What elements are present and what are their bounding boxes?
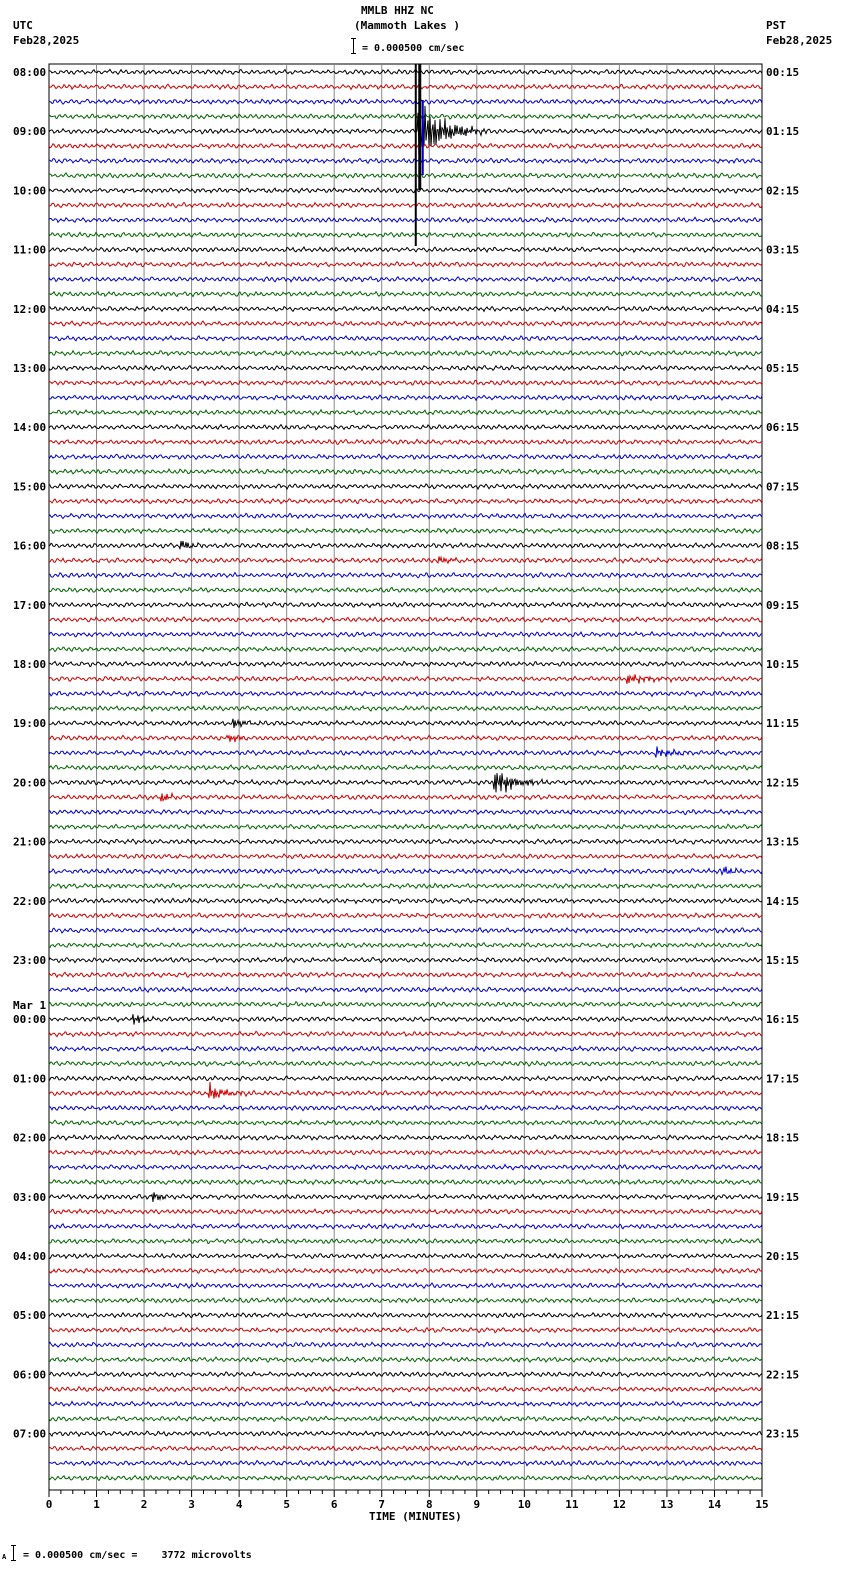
trace-line [49, 1032, 762, 1037]
pst-hour-label: 08:15 [766, 539, 800, 553]
trace-line [49, 898, 762, 903]
trace-line [49, 1342, 762, 1347]
trace-line [49, 1254, 762, 1259]
trace-line [49, 913, 762, 918]
pst-hour-label: 20:15 [766, 1250, 800, 1263]
x-tick-label: 0 [45, 1498, 53, 1511]
trace-line [49, 1061, 762, 1066]
trace-line [49, 454, 762, 459]
pst-hour-label: 05:15 [766, 362, 800, 375]
trace-line [49, 114, 762, 119]
x-tick-label: 5 [283, 1498, 290, 1511]
utc-date-label: Feb28,2025 [13, 34, 80, 47]
location-subtitle: (Mammoth Lakes ) [354, 19, 460, 32]
trace-line [49, 1461, 762, 1466]
trace-line [49, 425, 762, 430]
x-tick-label: 11 [565, 1498, 579, 1511]
trace-line [49, 867, 762, 875]
trace-line [49, 1179, 762, 1184]
utc-hour-label: 01:00 [13, 1072, 47, 1086]
x-tick-label: 10 [517, 1498, 531, 1511]
utc-hour-label: 16:00 [13, 539, 47, 553]
utc-hour-label: 12:00 [13, 302, 47, 316]
trace-line [49, 513, 762, 518]
pst-hour-label: 10:15 [766, 658, 800, 671]
footer-scale-icon [11, 1545, 16, 1561]
trace-line [49, 1431, 762, 1436]
trace-line [49, 1298, 762, 1303]
pst-hour-label: 01:15 [766, 125, 800, 139]
trace-line [49, 1046, 762, 1051]
station-title: MMLB HHZ NC [361, 4, 434, 17]
pst-hour-label: 19:15 [766, 1190, 800, 1204]
x-tick-label: 9 [473, 1498, 481, 1511]
utc-hour-label: 13:00 [13, 362, 47, 375]
utc-hour-label: 21:00 [13, 835, 47, 849]
trace-line [49, 439, 762, 444]
trace-line [49, 1476, 762, 1481]
trace-line [49, 351, 762, 356]
trace-line [49, 602, 762, 607]
utc-hour-label: 11:00 [13, 243, 47, 257]
x-tick-label: 2 [140, 1498, 148, 1511]
trace-line [49, 706, 762, 711]
trace-line [49, 1014, 762, 1024]
trace-line [49, 144, 762, 149]
trace-line [49, 883, 762, 888]
trace-line [49, 773, 762, 792]
x-tick-label: 14 [707, 1498, 722, 1511]
trace-line [49, 1283, 762, 1288]
pst-hour-label: 03:15 [766, 243, 800, 257]
trace-line [49, 1082, 762, 1099]
trace-line [49, 1002, 762, 1007]
trace-line [49, 556, 762, 563]
trace-line [49, 824, 762, 829]
pst-date-label: Feb28,2025 [766, 34, 833, 47]
trace-line [49, 746, 762, 757]
utc-hour-label: 17:00 [13, 598, 47, 612]
x-tick-label: 12 [612, 1498, 627, 1511]
trace-line [49, 1165, 762, 1170]
trace-line [49, 217, 762, 222]
x-tick-label: 6 [330, 1498, 338, 1511]
trace-line [49, 1192, 762, 1202]
utc-hour-label: 05:00 [13, 1309, 47, 1323]
trace-line [49, 1401, 762, 1406]
trace-line [49, 395, 762, 400]
trace-line [49, 1150, 762, 1155]
trace-line [49, 765, 762, 770]
utc-hour-label: 15:00 [13, 480, 47, 494]
trace-line [49, 410, 762, 415]
trace-line [49, 943, 762, 948]
x-tick-label: 1 [93, 1498, 100, 1511]
trace-line [49, 469, 762, 474]
trace-line [49, 99, 762, 104]
trace-line [49, 735, 762, 742]
pst-hour-label: 12:15 [766, 776, 800, 790]
trace-line [49, 1239, 762, 1244]
footer-prefix: A [2, 1553, 7, 1561]
trace-line [49, 793, 762, 801]
scale-label: = 0.000500 cm/sec [362, 43, 465, 54]
trace-line [49, 277, 762, 282]
trace-line [49, 499, 762, 504]
utc-hour-label: 03:00 [13, 1190, 47, 1204]
pst-hour-label: 13:15 [766, 835, 800, 849]
pst-hour-label: 23:15 [766, 1427, 800, 1441]
trace-line [49, 957, 762, 962]
trace-line [49, 1416, 762, 1421]
pst-hour-label: 18:15 [766, 1131, 800, 1145]
trace-line [49, 262, 762, 267]
pst-hour-label: 16:15 [766, 1013, 800, 1027]
trace-line [49, 617, 762, 622]
trace-line [49, 632, 762, 637]
utc-hour-label: 08:00 [13, 66, 47, 79]
trace-line [49, 972, 762, 977]
trace-line [49, 810, 762, 815]
trace-line [49, 291, 762, 296]
pst-hour-label: 02:15 [766, 184, 800, 198]
trace-line [49, 247, 762, 252]
trace-line [49, 173, 762, 178]
trace-line [49, 541, 762, 549]
pst-hour-label: 15:15 [766, 954, 800, 967]
trace-line [49, 306, 762, 311]
trace-line [49, 380, 762, 385]
x-tick-label: 15 [755, 1498, 769, 1511]
trace-line [49, 987, 762, 992]
pst-zone-label: PST [766, 19, 786, 32]
pst-hour-label: 04:15 [766, 302, 800, 316]
utc-hour-label: 02:00 [13, 1131, 47, 1145]
trace-line [49, 691, 762, 696]
utc-hour-label: 10:00 [13, 184, 47, 198]
trace-line [49, 928, 762, 933]
pst-hour-label: 11:15 [766, 717, 800, 731]
day-change-label: Mar 1 [13, 999, 47, 1013]
utc-hour-label: 04:00 [13, 1250, 47, 1263]
pst-hour-label: 06:15 [766, 421, 800, 435]
trace-line [49, 1372, 762, 1377]
utc-hour-label: 06:00 [13, 1368, 47, 1382]
trace-line [49, 84, 762, 89]
footer-scale-label: = 0.000500 cm/sec = 3772 microvolts [23, 1550, 252, 1561]
pst-hour-label: 14:15 [766, 894, 800, 908]
x-axis-title: TIME (MINUTES) [369, 1510, 462, 1523]
utc-hour-label: 07:00 [13, 1427, 47, 1441]
trace-line [49, 336, 762, 341]
trace-line [49, 661, 762, 666]
trace-line [49, 1135, 762, 1140]
utc-hour-label: 14:00 [13, 421, 47, 435]
trace-line [49, 365, 762, 370]
trace-line [49, 1268, 762, 1273]
x-tick-label: 8 [425, 1498, 433, 1511]
x-tick-label: 13 [660, 1498, 674, 1511]
trace-line [49, 321, 762, 326]
x-tick-label: 3 [188, 1498, 195, 1511]
pst-hour-label: 22:15 [766, 1368, 800, 1382]
trace-line [49, 1446, 762, 1451]
pst-hour-label: 21:15 [766, 1309, 800, 1323]
trace-line [49, 69, 762, 74]
trace-line [49, 528, 762, 533]
trace-line [49, 1076, 762, 1081]
trace-line [49, 106, 762, 156]
x-tick-label: 7 [378, 1498, 386, 1511]
plot-frame [49, 64, 762, 1490]
trace-line [49, 839, 762, 844]
utc-hour-label: 23:00 [13, 954, 47, 967]
pst-hour-label: 09:15 [766, 598, 800, 612]
utc-hour-label: 20:00 [13, 776, 47, 790]
trace-line [49, 1105, 762, 1110]
utc-zone-label: UTC [13, 19, 33, 32]
pst-hour-label: 17:15 [766, 1072, 800, 1086]
trace-line [49, 1327, 762, 1332]
trace-line [49, 1357, 762, 1362]
trace-line [49, 573, 762, 578]
pst-hour-label: 07:15 [766, 480, 800, 494]
utc-hour-label: 18:00 [13, 658, 47, 671]
utc-hour-label: 19:00 [13, 717, 47, 731]
utc-hour-label: 09:00 [13, 125, 47, 139]
trace-line [49, 854, 762, 859]
utc-hour-label: 00:00 [13, 1013, 47, 1027]
pst-hour-label: 00:15 [766, 66, 800, 79]
trace-line [49, 158, 762, 163]
trace-line [49, 1387, 762, 1392]
utc-hour-label: 22:00 [13, 894, 47, 908]
trace-line [49, 232, 762, 237]
trace-line [49, 203, 762, 208]
trace-line [49, 1313, 762, 1318]
trace-line [49, 188, 762, 193]
trace-line [49, 484, 762, 489]
trace-line [49, 587, 762, 592]
trace-line [49, 719, 762, 728]
trace-line [49, 1120, 762, 1125]
trace-line [49, 674, 762, 683]
x-tick-label: 4 [235, 1498, 243, 1511]
trace-line [49, 1209, 762, 1214]
trace-line [49, 1224, 762, 1229]
trace-line [49, 647, 762, 652]
